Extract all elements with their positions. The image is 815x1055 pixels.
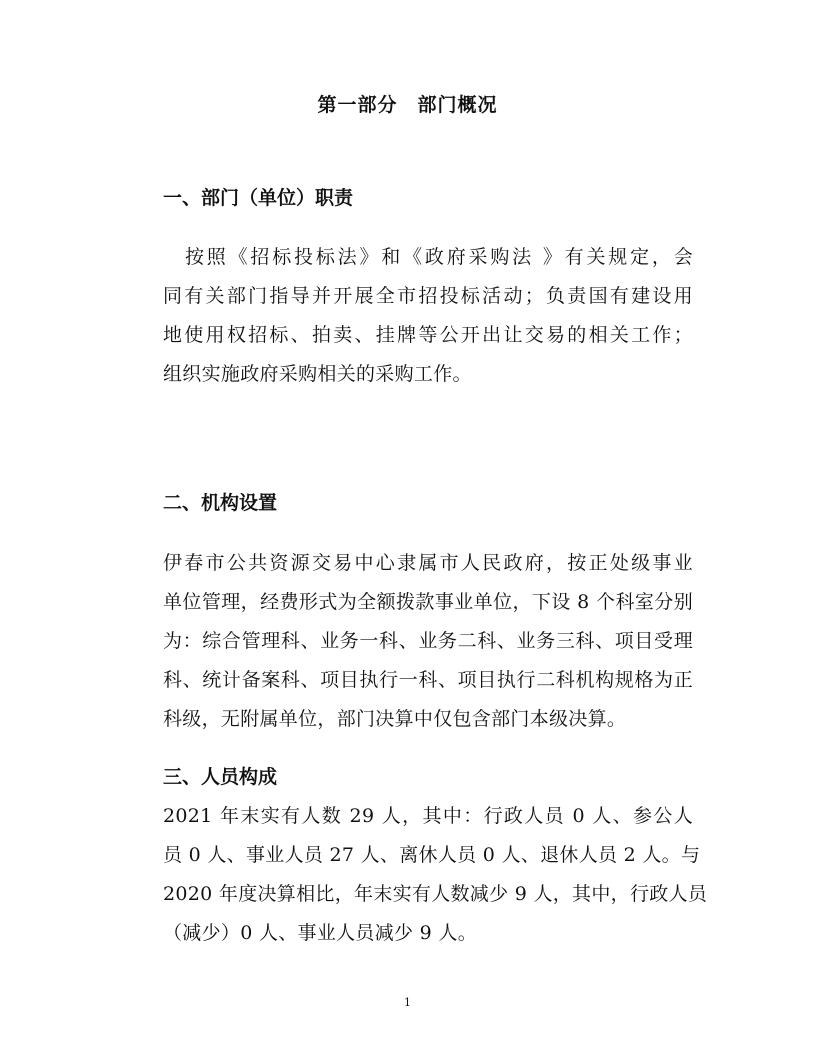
section-heading-duties: 一、部门（单位）职责: [163, 187, 354, 209]
paragraph-line: 同有关部门指导并开展全市招投标活动；负责国有建设用: [163, 285, 693, 307]
paragraph-line: 科、统计备案科、项目执行一科、项目执行二科机构规格为正: [163, 669, 693, 691]
paragraph-line: （减少）0 人、事业人员减少 9 人。: [163, 922, 477, 944]
section-heading-staff: 三、人员构成: [163, 766, 278, 788]
paragraph-line: 为：综合管理科、业务一科、业务二科、业务三科、项目受理: [163, 630, 693, 652]
page-title: 第一部分 部门概况: [317, 94, 498, 116]
section-heading-structure: 二、机构设置: [163, 492, 278, 514]
page-number: 1: [404, 996, 411, 1009]
paragraph-line: 组织实施政府采购相关的采购工作。: [163, 363, 472, 385]
paragraph-line: 按照《招标投标法》和《政府采购法 》有关规定，会: [185, 246, 693, 268]
paragraph-line: 地使用权招标、拍卖、挂牌等公开出让交易的相关工作；: [163, 324, 693, 346]
paragraph-line: 员 0 人、事业人员 27 人、离休人员 0 人、退休人员 2 人。与: [163, 844, 701, 866]
section-body-duties: [163, 238, 693, 394]
section-body-staff: [163, 797, 708, 953]
paragraph-line: 单位管理，经费形式为全额拨款事业单位，下设 8 个科室分别: [163, 591, 693, 613]
paragraph-line: 2021 年末实有人数 29 人，其中：行政人员 0 人、参公人: [163, 805, 693, 827]
section-body-structure: [163, 544, 693, 739]
paragraph-line: 科级，无附属单位，部门决算中仅包含部门本级决算。: [163, 708, 627, 730]
paragraph-line: 伊春市公共资源交易中心隶属市人民政府，按正处级事业: [163, 552, 693, 574]
paragraph-line: 2020 年度决算相比，年末实有人数减少 9 人，其中，行政人员: [163, 883, 708, 905]
